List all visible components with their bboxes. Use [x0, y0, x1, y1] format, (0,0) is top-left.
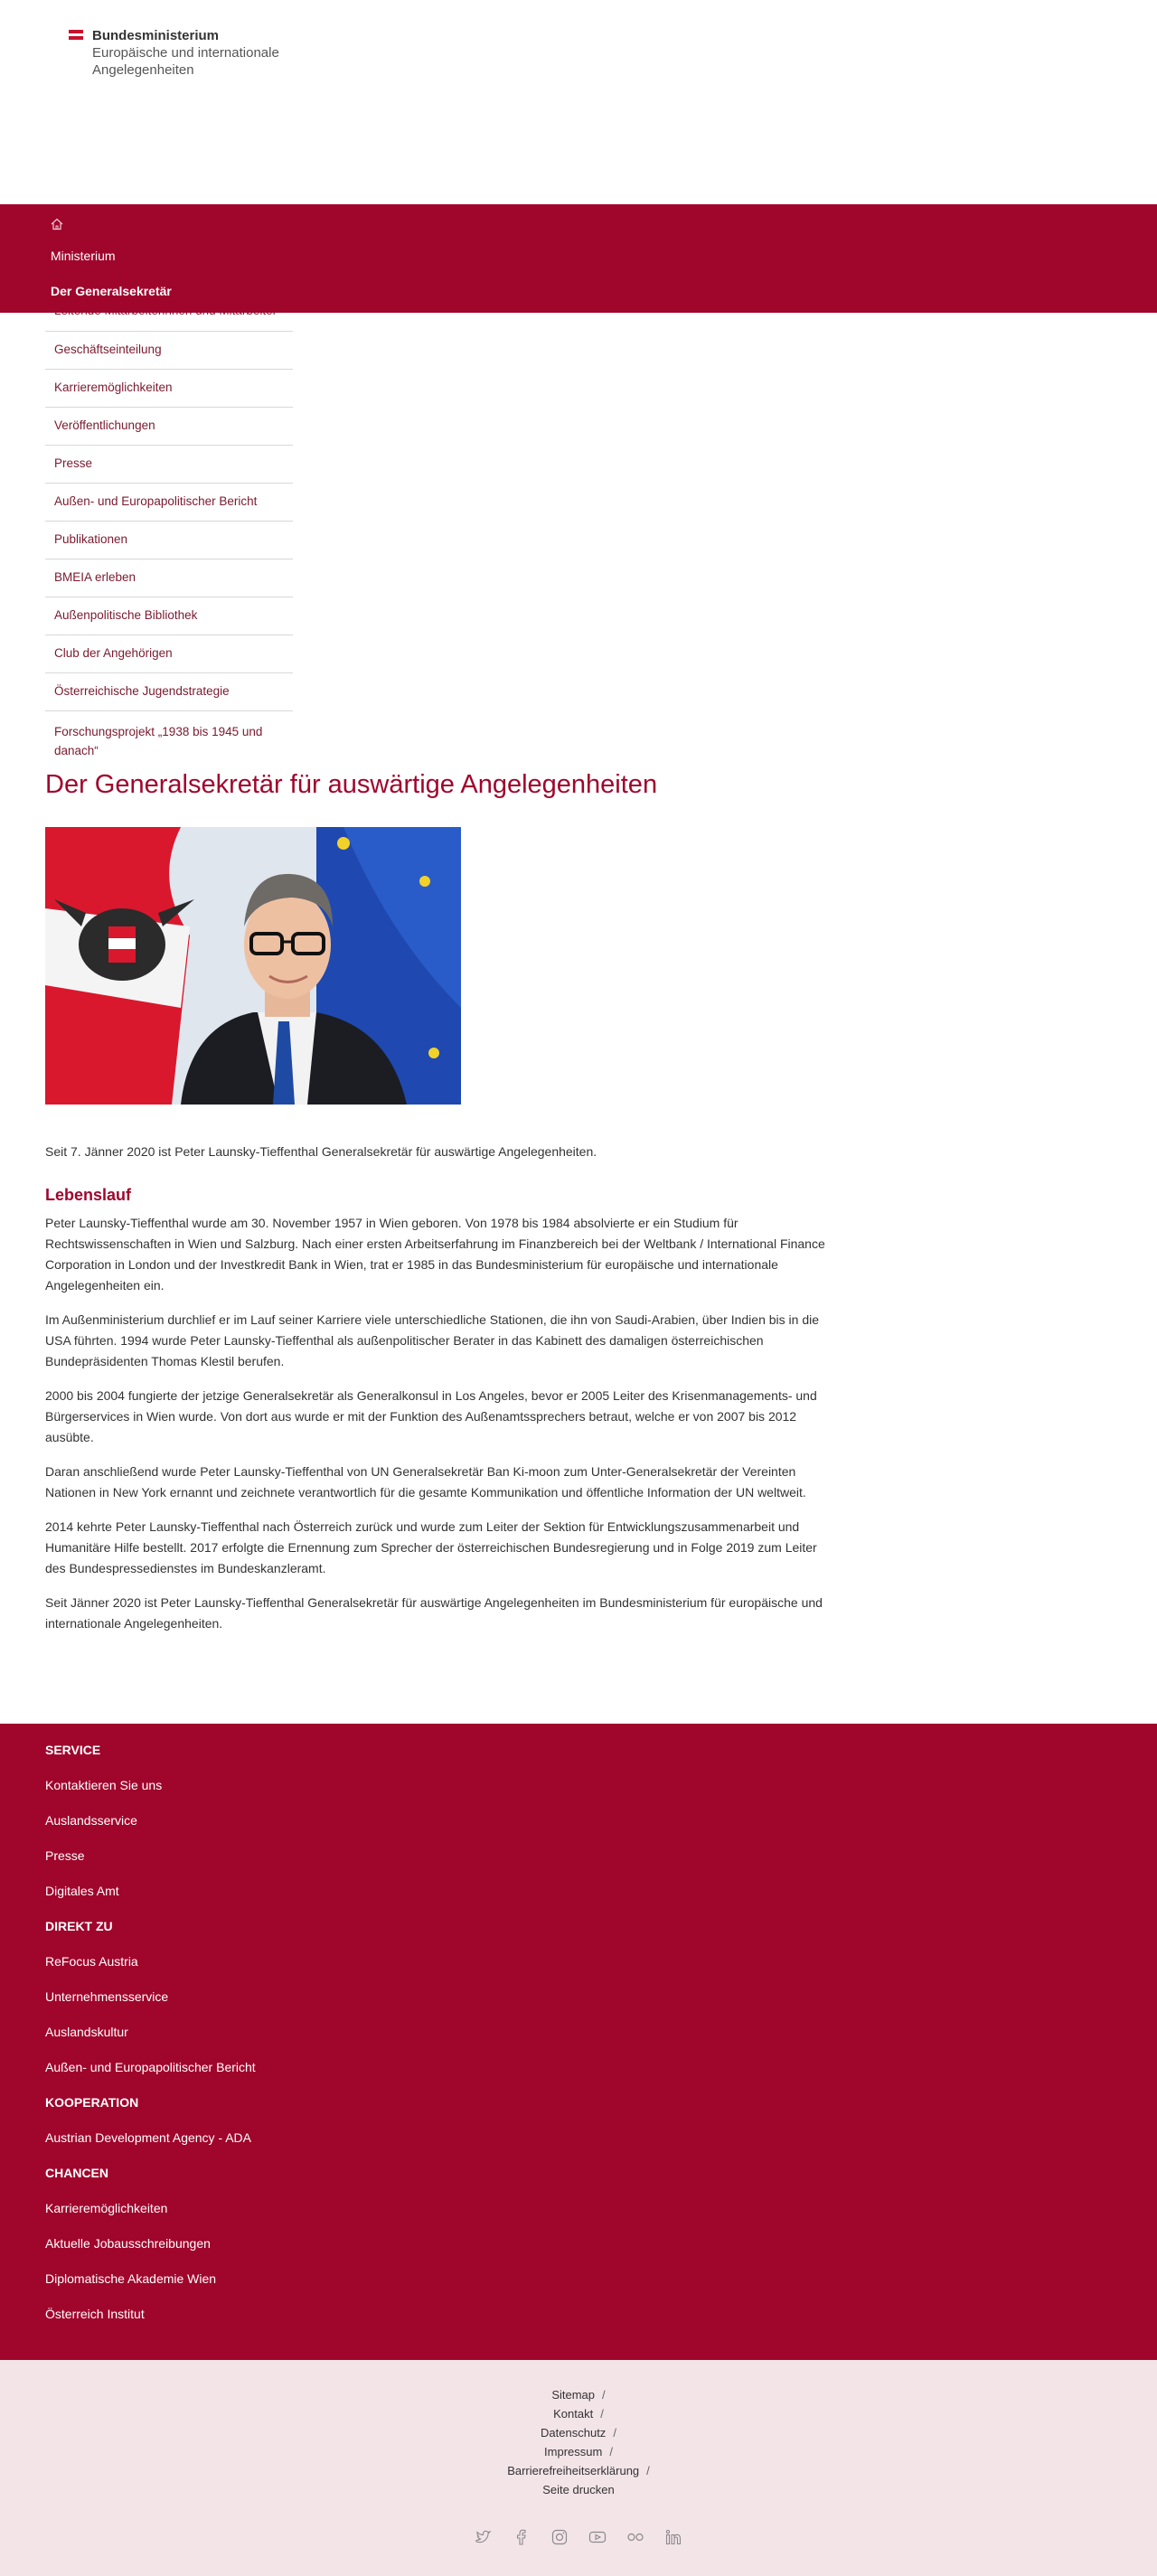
nav-ministerium[interactable]: Ministerium	[51, 249, 116, 263]
portrait-image	[45, 827, 461, 1105]
sidebar-item-bibliothek[interactable]: Außenpolitische Bibliothek	[45, 597, 293, 635]
page-title: Der Generalsekretär für auswärtige Angelegenheiten	[45, 770, 658, 799]
bio-paragraph: 2014 kehrte Peter Launsky-Tieffenthal nach Österreich zurück und wurde zum Leiter der Sektion für Entwicklungszusammenarbeit und Humanitäre Hilfe bestellt. 2017 erfolgte die Ernennung zum Sprecher der österreichischen Bundesregierung und in Folge 2019 zum Leiter des Bundespressedienstes im Bundeskanzleramt.	[45, 1519, 817, 1575]
sidebar-item-presse[interactable]: Presse	[45, 446, 293, 484]
main-content	[45, 768, 841, 1631]
logo-line-1: Bundesministerium	[92, 28, 220, 43]
sidebar-item-club[interactable]: Club der Angehörigen	[45, 635, 293, 673]
footer-link-digitales-amt[interactable]: Digitales Amt	[45, 1884, 119, 1898]
home-icon[interactable]	[50, 217, 64, 231]
bio-paragraph: Peter Launsky-Tieffenthal wurde am 30. November 1957 in Wien geboren. Von 1978 bis 1984 absolvierte er ein Studium für Rechtswissenschaften in Wien und Salzburg. Nach einer ersten Arbeitserfahrung im Finanzbereich bei der Weltbank / International Finance Corporation in London und der Investkredit Bank in Wien, trat er 1985 in das Bundesministerium für europäische und internationale Angelegenheiten ein.	[45, 1216, 825, 1293]
footer-link-jobausschreibungen[interactable]: Aktuelle Jobausschreibungen	[45, 2236, 211, 2251]
bottom-bar	[0, 2360, 1157, 2576]
link-impressum[interactable]: Impressum	[544, 2445, 603, 2458]
flickr-icon[interactable]	[626, 2528, 644, 2546]
footer-link-karriere[interactable]: Karrieremöglichkeiten	[45, 2201, 168, 2215]
link-separator: /	[602, 2388, 606, 2402]
cv-heading: Lebenslauf	[45, 1186, 132, 1204]
instagram-icon[interactable]	[550, 2528, 569, 2546]
footer-link-auslandsservice[interactable]: Auslandsservice	[45, 1813, 137, 1828]
footer-link-refocus[interactable]: ReFocus Austria	[45, 1954, 138, 1969]
link-barrierefreiheit[interactable]: Barrierefreiheitserklärung	[507, 2464, 640, 2477]
site-header	[0, 0, 1157, 204]
link-kontakt[interactable]: Kontakt	[553, 2407, 594, 2421]
footer-link-unternehmensservice[interactable]: Unternehmensservice	[45, 1989, 169, 2004]
logo-line-2: Europäische und internationale	[92, 45, 279, 61]
footer-link-presse[interactable]: Presse	[45, 1848, 85, 1863]
bio-paragraph: 2000 bis 2004 fungierte der jetzige Generalsekretär als Generalkonsul in Los Angeles, bevor er 2005 Leiter des Krisenmanagements- und Bürgerservices in Wien wurde. Von dort aus wurde er mit der Funktion des Außenamtssprechers betraut, welche er von 2007 bis 2012 ausübte.	[45, 1388, 817, 1444]
footer-link-ada[interactable]: Austrian Development Agency - ADA	[45, 2130, 252, 2145]
ministry-logo[interactable]	[69, 27, 279, 79]
link-separator: /	[646, 2464, 650, 2477]
bio-paragraph: Im Außenministerium durchlief er im Lauf seiner Karriere viele unterschiedliche Stationen, die ihn von Saudi-Arabien, über Indien bis in die USA führten. 1994 wurde Peter Launsky-Tieffenthal als außenpolitischer Berater in das Kabinett des damaligen österreichischen Bundepräsidenten Thomas Klestil berufen.	[45, 1312, 820, 1368]
sidebar-item-publikationen[interactable]: Publikationen	[45, 522, 293, 559]
sidebar-item-geschaeftseinteilung[interactable]: Geschäftseinteilung	[45, 332, 293, 370]
austria-flag-icon	[69, 30, 83, 79]
sidebar-item-veroeffentlichungen[interactable]: Veröffentlichungen	[45, 408, 293, 446]
site-footer	[0, 1724, 1157, 2360]
linkedin-icon[interactable]	[664, 2528, 682, 2546]
sidebar-item-bmeia-erleben[interactable]: BMEIA erleben	[45, 559, 293, 597]
link-separator: /	[613, 2426, 616, 2440]
sidebar-item-karriere[interactable]: Karrieremöglichkeiten	[45, 370, 293, 408]
sidebar-item-forschungsprojekt[interactable]: Forschungsprojekt „1938 bis 1945 und danach“	[54, 725, 263, 757]
link-separator: /	[600, 2407, 604, 2421]
footer-link-kontakt[interactable]: Kontaktieren Sie uns	[45, 1778, 163, 1792]
footer-link-bericht[interactable]: Außen- und Europapolitischer Bericht	[45, 2060, 256, 2074]
footer-link-oesterreich-institut[interactable]: Österreich Institut	[45, 2307, 145, 2321]
biography	[45, 1213, 841, 1648]
bio-paragraph: Daran anschließend wurde Peter Launsky-Tieffenthal von UN Generalsekretär Ban Ki-moon zum Unter-Generalsekretär der Vereinten Nationen in New York ernannt und zeichnete verantwortlich für die gesamte Kommunikation und öffentliche Information der UN weltweit.	[45, 1464, 806, 1500]
nav-current-page[interactable]: Der Generalsekretär	[51, 284, 172, 298]
sidebar-menu	[45, 289, 293, 764]
youtube-icon[interactable]	[588, 2528, 607, 2546]
footer-heading-direkt: DIREKT ZU	[45, 1919, 113, 1933]
link-datenschutz[interactable]: Datenschutz	[541, 2426, 607, 2440]
facebook-icon[interactable]	[513, 2528, 531, 2546]
link-separator: /	[609, 2445, 613, 2458]
logo-text	[92, 27, 279, 79]
sidebar-item-jugendstrategie[interactable]: Österreichische Jugendstrategie	[45, 673, 293, 711]
link-seite-drucken[interactable]: Seite drucken	[542, 2483, 615, 2496]
footer-heading-service: SERVICE	[45, 1743, 101, 1757]
link-sitemap[interactable]: Sitemap	[551, 2388, 596, 2402]
breadcrumb-nav	[0, 204, 1157, 313]
footer-link-diplomatische-akademie[interactable]: Diplomatische Akademie Wien	[45, 2271, 217, 2286]
intro-text: Seit 7. Jänner 2020 ist Peter Launsky-Tieffenthal Generalsekretär für auswärtige Angelegenheiten.	[45, 1144, 597, 1159]
sidebar-item-bericht[interactable]: Außen- und Europapolitischer Bericht	[45, 484, 293, 522]
bio-paragraph: Seit Jänner 2020 ist Peter Launsky-Tieffenthal Generalsekretär für auswärtige Angelegenheiten im Bundesministerium für europäische und internationale Angelegenheiten.	[45, 1595, 823, 1631]
social-links	[0, 2528, 1157, 2546]
footer-link-auslandskultur[interactable]: Auslandskultur	[45, 2025, 128, 2039]
footer-heading-chancen: CHANCEN	[45, 2166, 108, 2180]
footer-heading-kooperation: KOOPERATION	[45, 2095, 139, 2110]
logo-line-3: Angelegenheiten	[92, 62, 194, 78]
twitter-icon[interactable]	[475, 2528, 493, 2546]
